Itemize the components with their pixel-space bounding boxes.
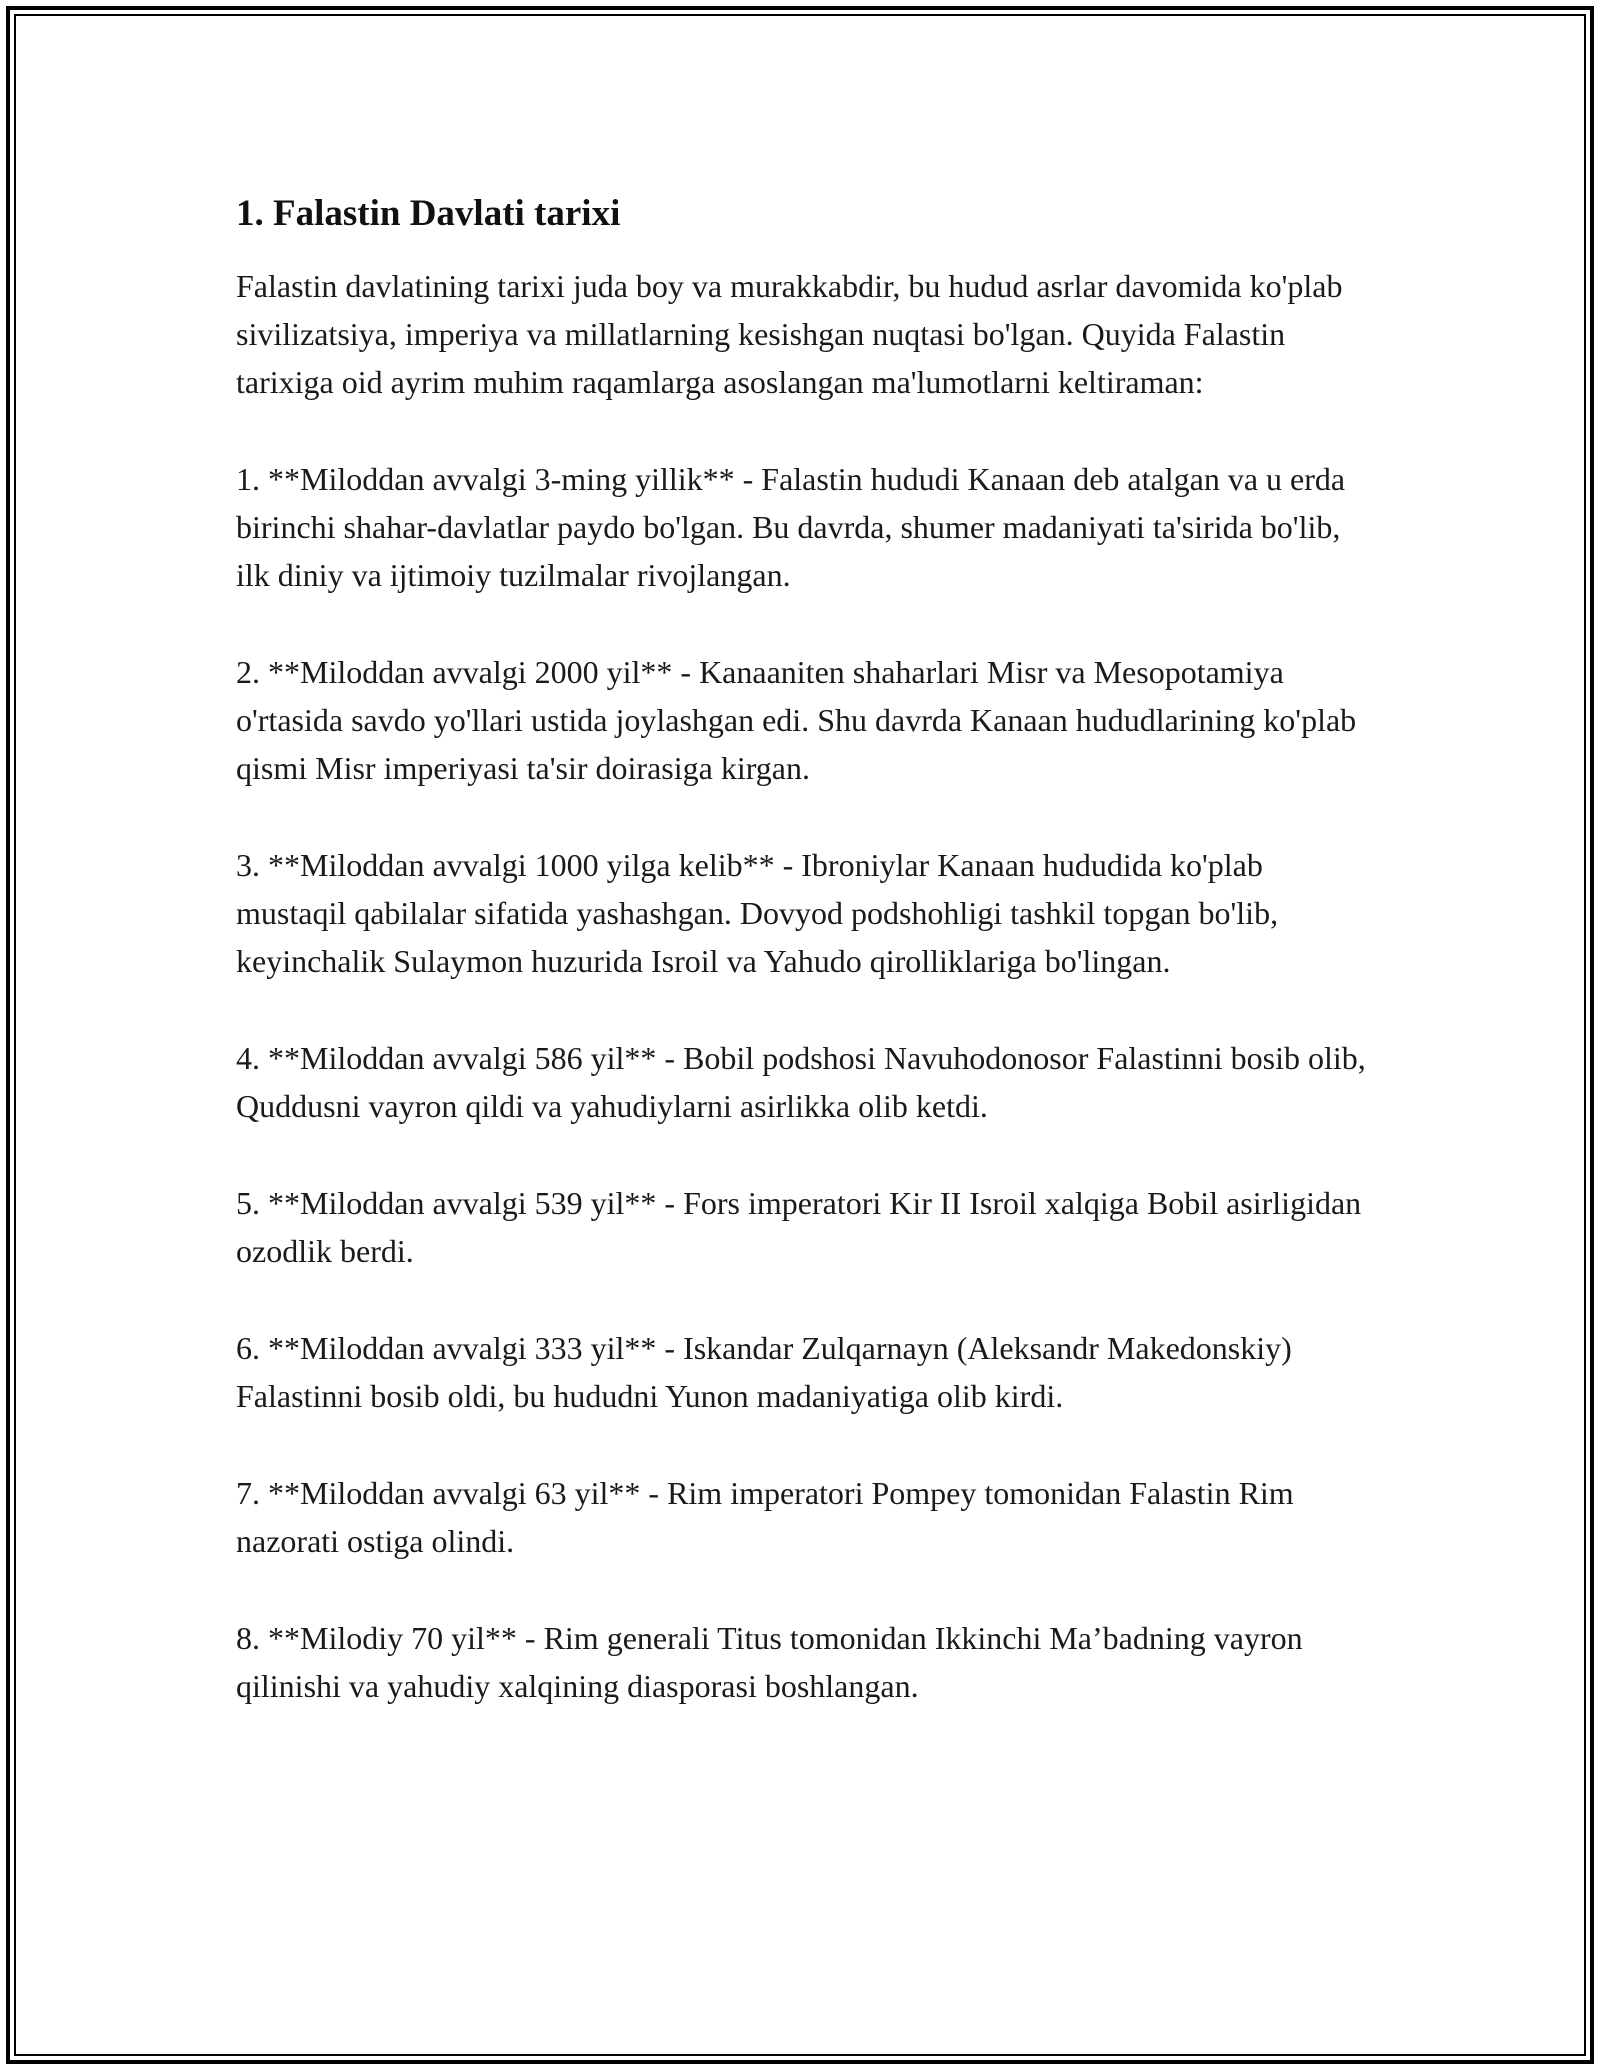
intro-paragraph: Falastin davlatining tarixi juda boy va murakkabdir, bu hudud asrlar davomida ko'plab sivilizatsiya, imperiya va millatlarning kesishgan nuqtasi bo'lgan. Quyida Falastin tarixiga oid ayrim muhim raqamlarga asoslangan ma'lumotlarni keltiraman: [236, 268, 1343, 400]
list-item: 6. **Miloddan avvalgi 333 yil** - Iskandar Zulqarnayn (Aleksandr Makedonskiy) Falastinni bosib oldi, bu hududni Yunon madaniyatiga olib kirdi. [236, 1330, 1292, 1414]
list-item: 5. **Miloddan avvalgi 539 yil** - Fors imperatori Kir II Isroil xalqiga Bobil asirligidan ozodlik berdi. [236, 1185, 1362, 1269]
list-item: 8. **Milodiy 70 yil** - Rim generali Titus tomonidan Ikkinchi Ma’badning vayron qilinishi va yahudiy xalqining diasporasi boshlangan. [236, 1620, 1303, 1704]
list-item: 1. **Miloddan avvalgi 3-ming yillik** - Falastin hududi Kanaan deb atalgan va u erda birinchi shahar-davlatlar paydo bo'lgan. Bu davrda, shumer madaniyati ta'sirida bo'lib, ilk diniy va ijtimoiy tuzilmalar rivojlangan. [236, 461, 1346, 593]
document-body [236, 188, 1376, 1759]
list-item: 7. **Miloddan avvalgi 63 yil** - Rim imperatori Pompey tomonidan Falastin Rim nazorati ostiga olindi. [236, 1475, 1294, 1559]
list-item: 3. **Miloddan avvalgi 1000 yilga kelib** - Ibroniylar Kanaan hududida ko'plab mustaqil qabilalar sifatida yashashgan. Dovyod podshohligi tashkil topgan bo'lib, keyinchalik Sulaymon huzurida Isroil va Yahudo qirolliklariga bo'lingan. [236, 847, 1279, 979]
document-title: 1. Falastin Davlati tarixi [236, 193, 621, 234]
list-item: 4. **Miloddan avvalgi 586 yil** - Bobil podshosi Navuhodonosor Falastinni bosib olib, Quddusni vayron qildi va yahudiylarni asirlikka olib ketdi. [236, 1040, 1366, 1124]
list-item: 2. **Miloddan avvalgi 2000 yil** - Kanaaniten shaharlari Misr va Mesopotamiya o'rtasida savdo yo'llari ustida joylashgan edi. Shu davrda Kanaan hududlarining ko'plab qismi Misr imperiyasi ta'sir doirasiga kirgan. [236, 654, 1357, 786]
